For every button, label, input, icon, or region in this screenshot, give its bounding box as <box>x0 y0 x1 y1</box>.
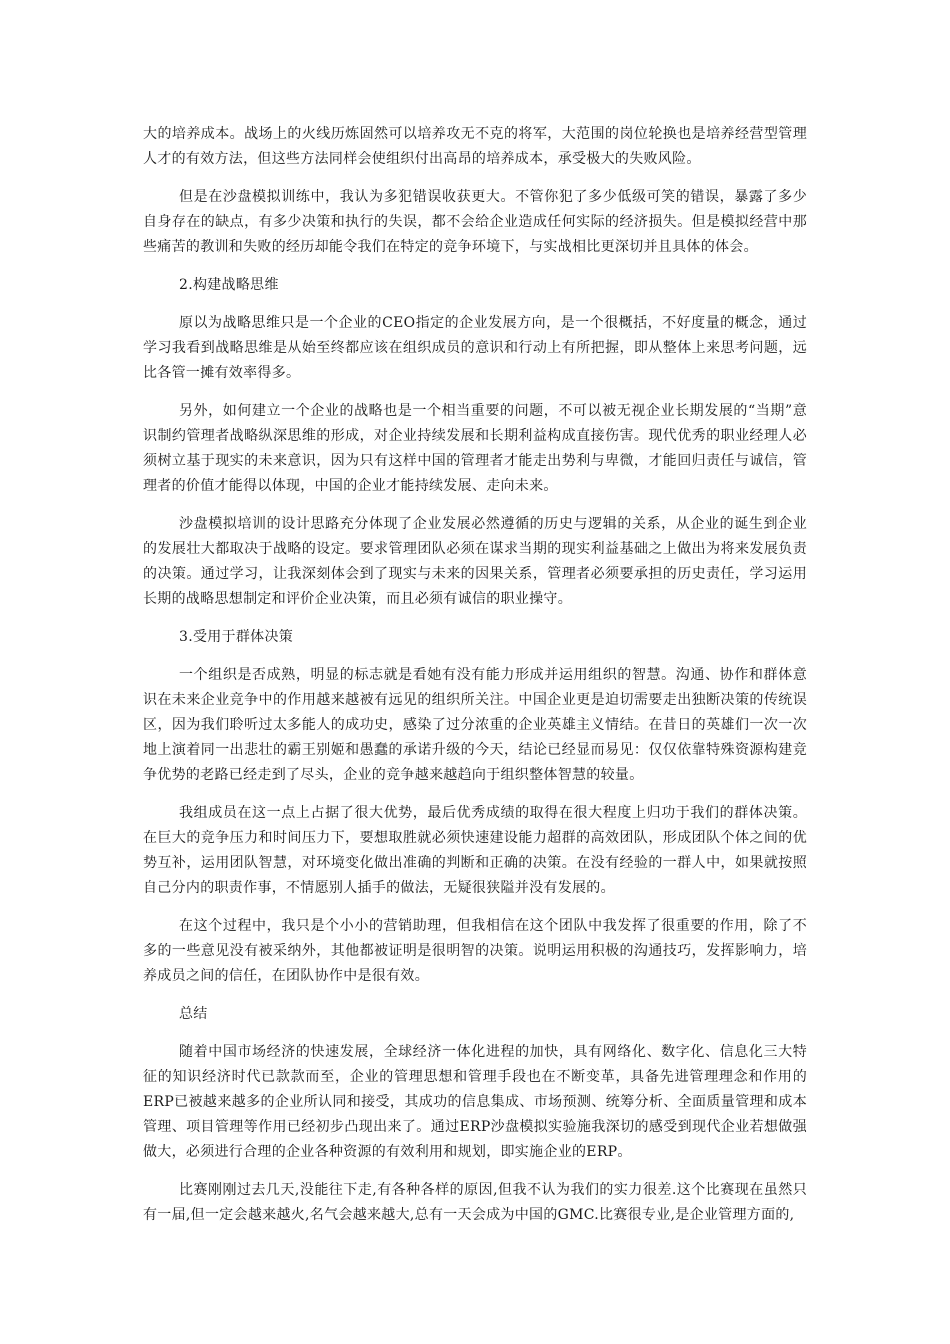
paragraph-continuation: 大的培养成本。战场上的火线历炼固然可以培养攻无不克的将军，大范围的岗位轮换也是培养经营型管理人才的有效方法，但这些方法同样会使组织付出高昂的培养成本，承受极大的失败风险。 <box>143 126 807 167</box>
paragraph-erp-summary: 随着中国市场经济的快速发展，全球经济一体化进程的加快，具有网络化、数字化、信息化三大特征的知识经济时代已款款而至，企业的管理思想和管理手段也在不断变革，具备先进管理理念和作用的ERP已被越来越多的企业所认同和接受，其成功的信息集成、市场预测、统筹分析、全面质量管理和成本管理、项目管理等作用已经初步凸现出来了。通过ERP沙盘模拟实验施我深切的感受到现代企业若想做强做大，必须进行合理的企业各种资源的有效利用和规划，即实施企业的ERP。 <box>143 1044 807 1160</box>
section-heading-group-decision: 3.受用于群体决策 <box>179 629 294 645</box>
paragraph-sandbox-design: 沙盘模拟培训的设计思路充分体现了企业发展必然遵循的历史与逻辑的关系，从企业的诞生到企业的发展壮大都取决于战略的设定。要求管理团队必须在谋求当期的现实利益基础之上做出为将来发展负责的决策。通过学习，让我深刻体会到了现实与未来的因果关系，管理者必须要承担的历史责任，学习运用长期的战略思想制定和评价企业决策，而且必须有诚信的职业操守。 <box>143 516 807 607</box>
paragraph-simulation-mistakes: 但是在沙盘模拟训练中，我认为多犯错误收获更大。不管你犯了多少低级可笑的错误，暴露了多少自身存在的缺点，有多少决策和执行的失误，都不会给企业造成任何实际的经济损失。但是模拟经营中那些痛苦的教训和失败的经历却能令我们在特定的竞争环境下，与实战相比更深切并且具体的体会。 <box>143 189 807 255</box>
section-heading-summary: 总结 <box>179 1006 208 1022</box>
paragraph-strategy-building: 另外，如何建立一个企业的战略也是一个相当重要的问题，不可以被无视企业长期发展的“当期”意识制约管理者战略纵深思维的形成，对企业持续发展和长期利益构成直接伤害。现代优秀的职业经理人必须树立基于现实的未来意识，因为只有这样中国的管理者才能走出势利与卑微，才能回归责任与诚信，管理者的价值才能得以体现，中国的企业才能持续发展、走向未来。 <box>143 403 807 494</box>
paragraph-team-advantage: 我组成员在这一点上占据了很大优势，最后优秀成绩的取得在很大程度上归功于我们的群体决策。在巨大的竞争压力和时间压力下，要想取胜就必须快速建设能力超群的高效团队，形成团队个体之间的优势互补，运用团队智慧，对环境变化做出准确的判断和正确的决策。在没有经验的一群人中，如果就按照自己分内的职责作事，不情愿别人插手的做法，无疑很狭隘并没有发展的。 <box>143 805 807 896</box>
paragraph-strategy-thinking: 原以为战略思维只是一个企业的CEO指定的企业发展方向，是一个很概括，不好度量的概念，通过学习我看到战略思维是从始至终都应该在组织成员的意识和行动上有所把握，即从整体上来思考问题，远比各管一摊有效率得多。 <box>143 315 807 381</box>
document-page <box>143 122 807 1241</box>
paragraph-competition: 比赛刚刚过去几天,没能往下走,有各种各样的原因,但我不认为我们的实力很差.这个比赛现在虽然只有一届,但一定会越来越火,名气会越来越大,总有一天会成为中国的GMC.比赛很专业,是企业管理方面的, <box>143 1182 807 1223</box>
paragraph-organization-wisdom: 一个组织是否成熟，明显的标志就是看她有没有能力形成并运用组织的智慧。沟通、协作和群体意识在未来企业竞争中的作用越来越被有远见的组织所关注。中国企业更是迫切需要走出独断决策的传统误区，因为我们聆听过太多能人的成功史，感染了过分浓重的企业英雄主义情结。在昔日的英雄们一次一次地上演着同一出悲壮的霸王别姬和愚蠢的承诺升级的今天，结论已经显而易见：仅仅依靠特殊资源构建竞争优势的老路已经走到了尽头，企业的竞争越来越趋向于组织整体智慧的较量。 <box>143 667 807 783</box>
paragraph-personal-role: 在这个过程中，我只是个小小的营销助理，但我相信在这个团队中我发挥了很重要的作用，除了不多的一些意见没有被采纳外，其他都被证明是很明智的决策。说明运用积极的沟通技巧，发挥影响力，培养成员之间的信任，在团队协作中是很有效。 <box>143 918 807 984</box>
section-heading-strategy: 2.构建战略思维 <box>179 277 279 293</box>
